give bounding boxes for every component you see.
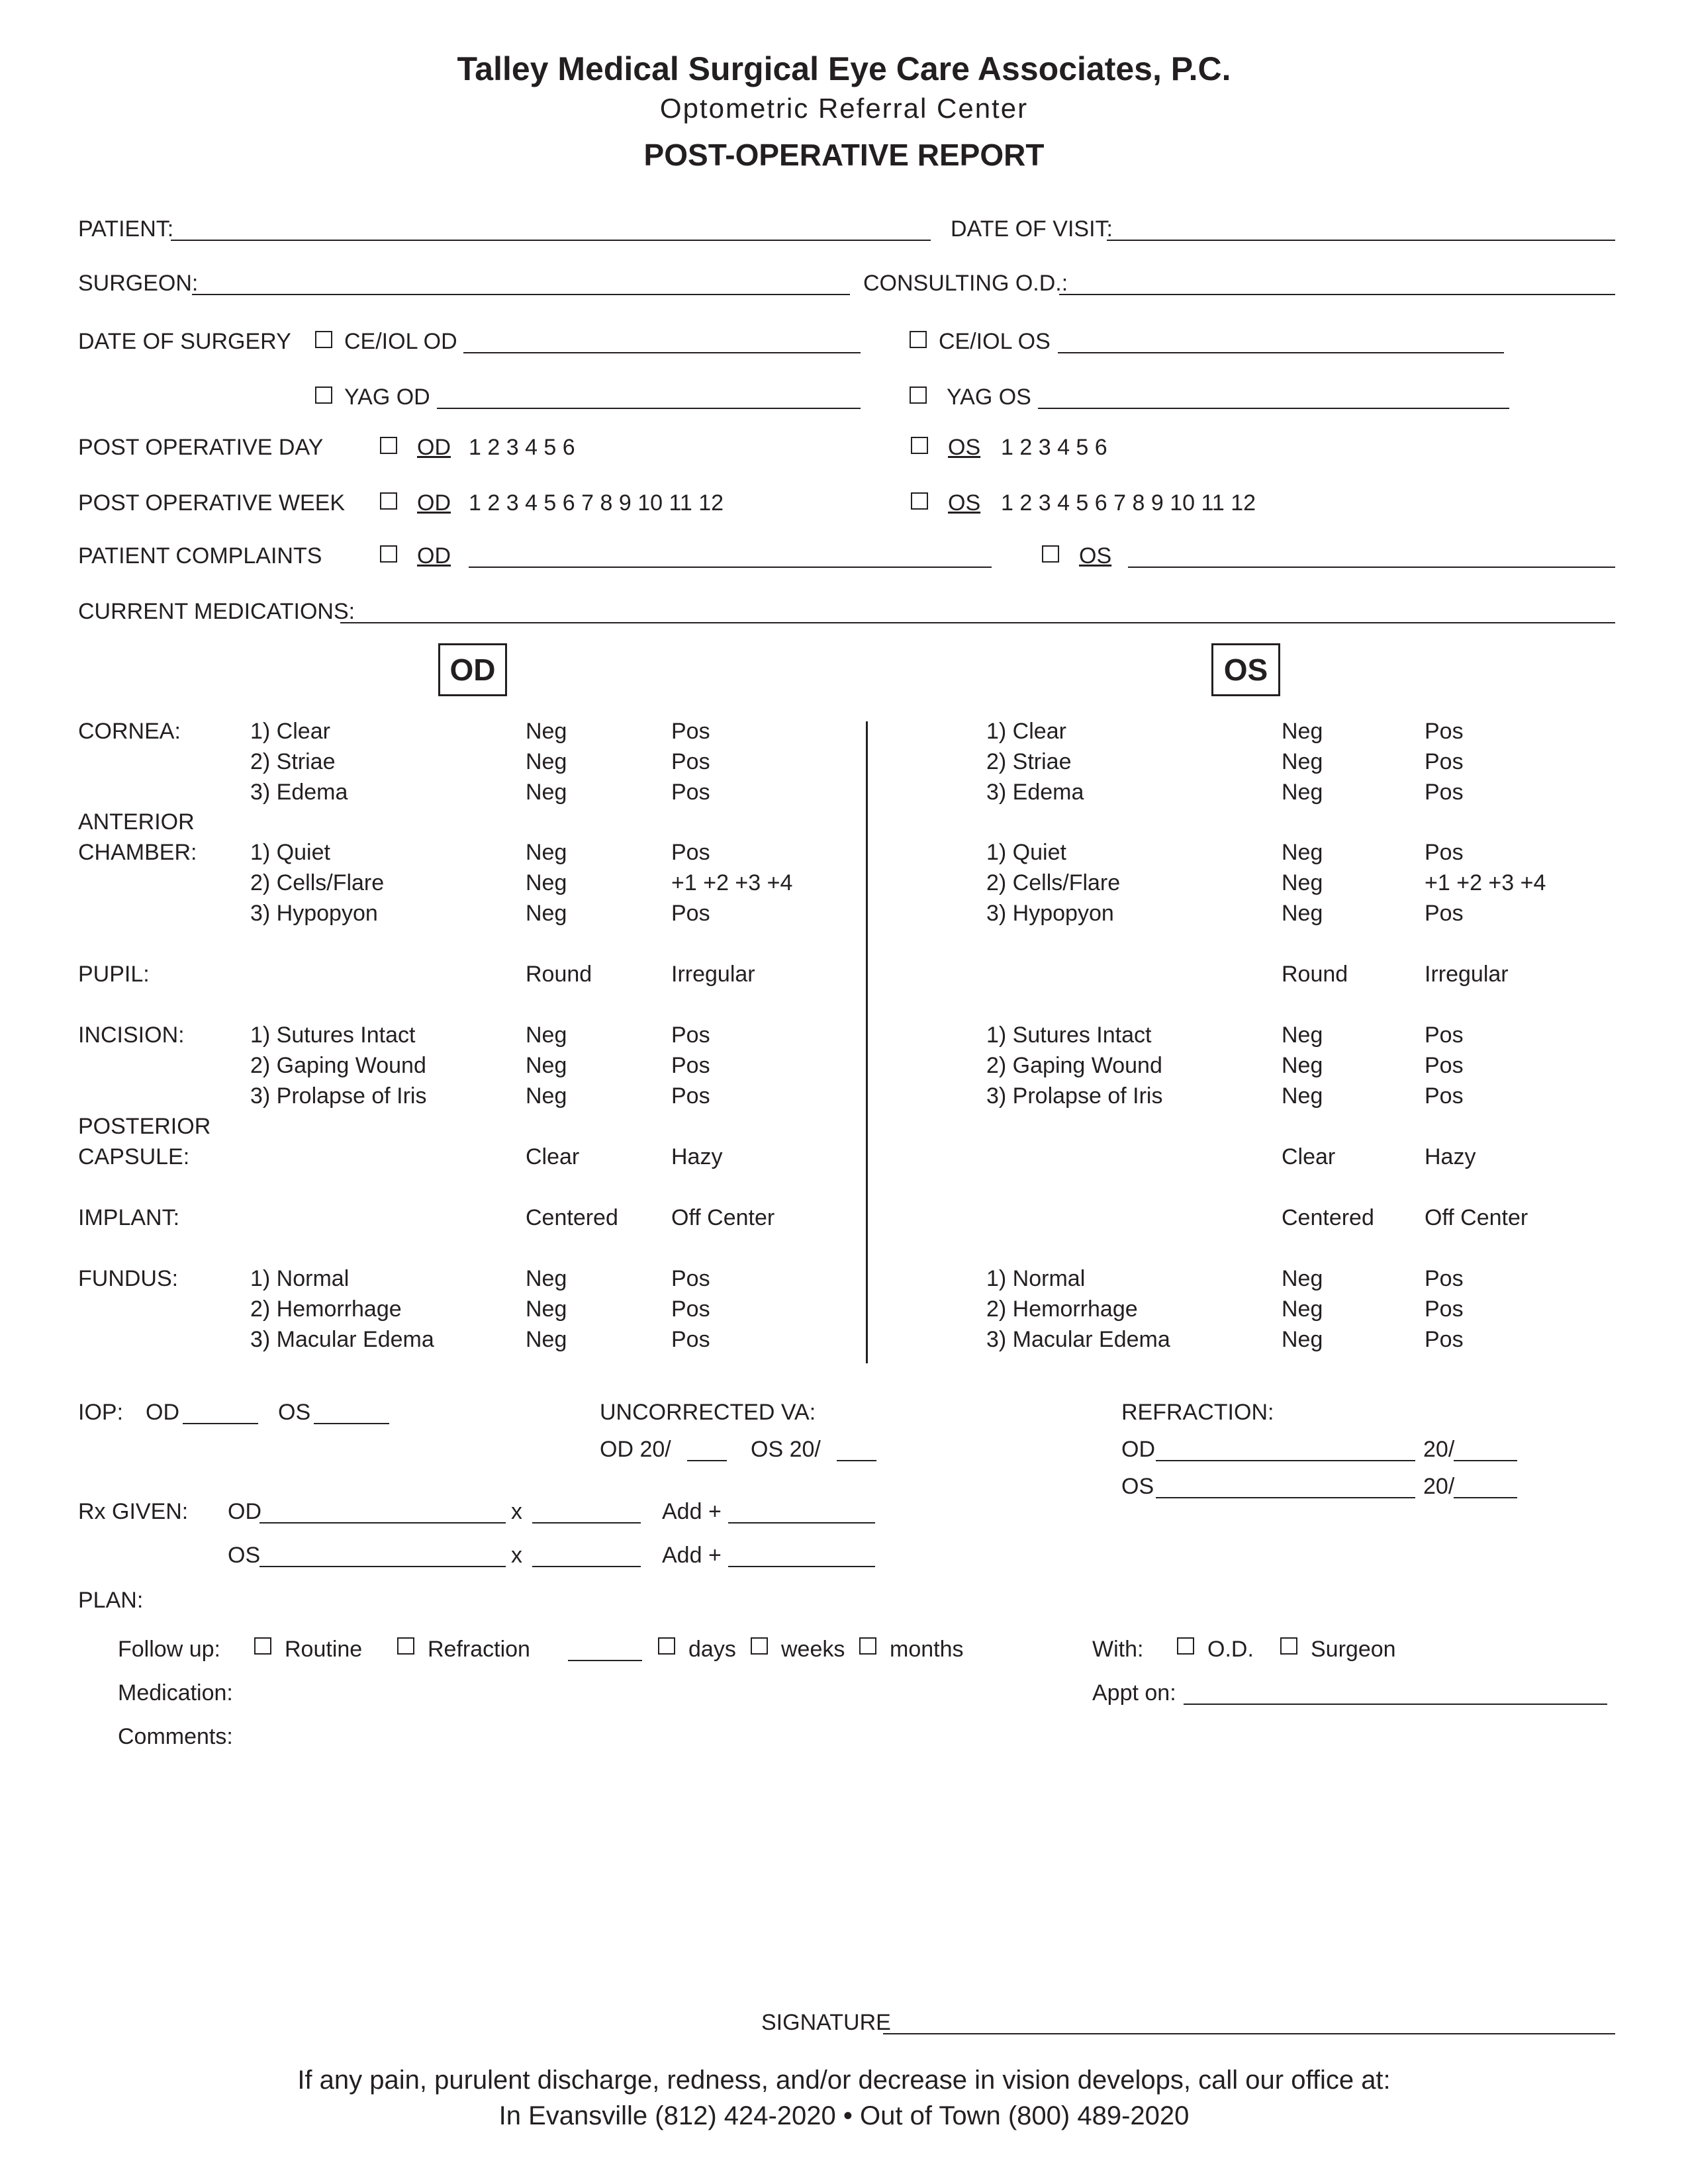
od-exam-option-a[interactable]: Neg [526,1327,567,1352]
comments-label: Comments: [118,1724,233,1749]
od-exam-option-b[interactable]: Pos [671,840,710,865]
post-op-day-od-label: OD [417,435,451,460]
iop-os-label: OS [278,1400,311,1425]
os-exam-option-a[interactable]: Neg [1282,901,1323,926]
patient-field[interactable] [171,240,931,241]
os-exam-item: 3) Hypopyon [986,901,1114,926]
od-exam-item: 3) Prolapse of Iris [250,1083,427,1109]
od-exam-option-a[interactable]: Neg [526,870,567,895]
days-checkbox[interactable] [658,1637,675,1655]
uncorrected-va-label: UNCORRECTED VA: [600,1400,816,1425]
yag-od-checkbox[interactable] [315,387,332,404]
post-op-day-os-label: OS [948,435,981,460]
anterior-label: ANTERIOR [78,809,195,835]
refraction-od-label: OD [1121,1437,1155,1462]
od-exam-option-b[interactable]: Pos [671,1083,710,1109]
os-exam-option-b[interactable]: Pos [1425,719,1464,744]
rx-od-x-label: x [511,1499,522,1524]
od-exam-option-b[interactable]: Off Center [671,1205,775,1230]
complaints-od-checkbox[interactable] [380,545,397,563]
od-exam-option-b[interactable]: Pos [671,780,710,805]
rx-os-add-label: Add + [662,1543,722,1568]
od-exam-option-b[interactable]: Pos [671,1266,710,1291]
refraction-checkbox[interactable] [397,1637,414,1655]
consulting-od-label: CONSULTING O.D.: [863,271,1068,296]
with-surgeon-checkbox[interactable] [1280,1637,1297,1655]
os-exam-option-a[interactable]: Neg [1282,749,1323,774]
od-exam-option-a[interactable]: Neg [526,719,567,744]
complaints-os-field[interactable] [1128,567,1615,568]
post-op-week-od-numbers[interactable]: 1 2 3 4 5 6 7 8 9 10 11 12 [469,490,724,516]
os-exam-option-a[interactable]: Neg [1282,1266,1323,1291]
ceiol-os-field[interactable] [1058,352,1504,353]
refraction-os-label: OS [1121,1474,1154,1499]
od-exam-option-a[interactable]: Neg [526,1297,567,1322]
os-exam-option-a[interactable]: Neg [1282,1053,1323,1078]
plan-label: PLAN: [78,1588,144,1613]
os-exam-option-b[interactable]: Pos [1425,901,1464,926]
od-exam-option-b[interactable]: Pos [671,749,710,774]
os-exam-item: 1) Normal [986,1266,1086,1291]
fundus-label: FUNDUS: [78,1266,179,1291]
os-exam-item: 3) Edema [986,780,1084,805]
follow-up-label: Follow up: [118,1637,220,1662]
os-exam-item: 1) Sutures Intact [986,1023,1152,1048]
os-exam-option-b[interactable]: Pos [1425,1023,1464,1048]
days-label: days [688,1637,736,1662]
od-exam-item: 1) Quiet [250,840,330,865]
yag-od-field[interactable] [437,408,861,409]
iop-od-label: OD [146,1400,179,1425]
implant-label: IMPLANT: [78,1205,180,1230]
od-exam-option-a[interactable]: Neg [526,840,567,865]
od-exam-option-b[interactable]: Pos [671,901,710,926]
rx-od-axis-field[interactable] [532,1522,641,1524]
rx-os-add-field[interactable] [728,1566,875,1567]
os-exam-option-b[interactable]: Pos [1425,1297,1464,1322]
refraction-label: REFRACTION: [1121,1400,1274,1425]
os-exam-option-b[interactable]: +1 +2 +3 +4 [1425,870,1546,895]
post-op-day-os-numbers[interactable]: 1 2 3 4 5 6 [1001,435,1107,460]
post-op-day-od-checkbox[interactable] [380,437,397,454]
iop-od-field[interactable] [183,1423,258,1424]
os-column-label: OS [1211,643,1280,696]
weeks-label: weeks [781,1637,845,1662]
va-od-field[interactable] [687,1460,727,1461]
os-exam-item: 1) Quiet [986,840,1066,865]
with-label: With: [1092,1637,1144,1662]
os-exam-option-b[interactable]: Pos [1425,1053,1464,1078]
os-exam-option-b[interactable]: Pos [1425,1327,1464,1352]
iop-label: IOP: [78,1400,124,1425]
date-of-visit-field[interactable] [1107,240,1615,241]
os-exam-option-a[interactable]: Neg [1282,1023,1323,1048]
rx-os-x-label: x [511,1543,522,1568]
od-column-label: OD [438,643,507,696]
os-exam-option-a[interactable]: Centered [1282,1205,1374,1230]
yag-os-label: YAG OS [947,385,1031,410]
column-divider [866,721,868,1363]
od-exam-item: 3) Macular Edema [250,1327,434,1352]
os-exam-item: 2) Cells/Flare [986,870,1121,895]
os-exam-option-b[interactable]: Pos [1425,1083,1464,1109]
os-exam-item: 2) Gaping Wound [986,1053,1162,1078]
post-op-day-od-numbers[interactable]: 1 2 3 4 5 6 [469,435,575,460]
signature-field[interactable] [883,2033,1615,2034]
ceiol-os-label: CE/IOL OS [939,329,1051,354]
os-exam-option-b[interactable]: Pos [1425,840,1464,865]
od-exam-option-a[interactable]: Neg [526,901,567,926]
os-exam-option-a[interactable]: Neg [1282,780,1323,805]
od-exam-option-b[interactable]: Pos [671,719,710,744]
od-exam-option-a[interactable]: Neg [526,749,567,774]
refraction-od-field[interactable] [1156,1460,1415,1461]
od-exam-option-a[interactable]: Neg [526,1053,567,1078]
od-exam-option-b[interactable]: Pos [671,1327,710,1352]
ceiol-od-label: CE/IOL OD [344,329,457,354]
od-exam-item: 3) Hypopyon [250,901,378,926]
post-op-week-label: POST OPERATIVE WEEK [78,490,346,516]
complaints-od-label: OD [417,543,451,569]
od-exam-option-b[interactable]: Pos [671,1053,710,1078]
od-exam-option-a[interactable]: Neg [526,1266,567,1291]
yag-os-field[interactable] [1038,408,1509,409]
od-exam-item: 2) Striae [250,749,336,774]
os-exam-option-a[interactable]: Round [1282,962,1348,987]
post-op-week-os-numbers[interactable]: 1 2 3 4 5 6 7 8 9 10 11 12 [1001,490,1256,516]
months-checkbox[interactable] [859,1637,876,1655]
with-od-label: O.D. [1207,1637,1254,1662]
os-exam-item: 1) Clear [986,719,1066,744]
od-exam-option-a[interactable]: Clear [526,1144,580,1169]
routine-label: Routine [285,1637,363,1662]
signature-label: SIGNATURE [761,2010,891,2035]
os-exam-option-a[interactable]: Neg [1282,1297,1323,1322]
os-exam-option-b[interactable]: Pos [1425,749,1464,774]
od-exam-option-b[interactable]: Pos [671,1297,710,1322]
os-exam-option-a[interactable]: Neg [1282,840,1323,865]
va-od-label: OD 20/ [600,1437,671,1462]
os-exam-item: 2) Hemorrhage [986,1297,1138,1322]
months-label: months [890,1637,964,1662]
routine-checkbox[interactable] [254,1637,271,1655]
od-exam-option-a[interactable]: Round [526,962,592,987]
od-exam-item: 2) Cells/Flare [250,870,385,895]
surgeon-label: SURGEON: [78,271,199,296]
surgeon-field[interactable] [192,294,850,295]
pupil-label: PUPIL: [78,962,150,987]
od-exam-option-a[interactable]: Neg [526,1023,567,1048]
post-op-week-od-checkbox[interactable] [380,492,397,510]
od-exam-item: 1) Clear [250,719,330,744]
refraction-os-va-field[interactable] [1454,1497,1517,1498]
ceiol-od-field[interactable] [463,352,861,353]
rx-os-field[interactable] [259,1566,506,1567]
medication-label: Medication: [118,1680,233,1706]
appt-on-label: Appt on: [1092,1680,1176,1706]
rx-os-axis-field[interactable] [532,1566,641,1567]
od-exam-item: 1) Normal [250,1266,350,1291]
refraction-od-va-field[interactable] [1454,1460,1517,1461]
va-os-field[interactable] [837,1460,876,1461]
refraction-os-field[interactable] [1156,1497,1415,1498]
os-exam-option-b[interactable]: Hazy [1425,1144,1476,1169]
od-exam-option-a[interactable]: Centered [526,1205,618,1230]
post-op-day-label: POST OPERATIVE DAY [78,435,324,460]
refraction-os-2020: 20/ [1423,1474,1455,1499]
od-exam-item: 1) Sutures Intact [250,1023,416,1048]
os-exam-item: 2) Striae [986,749,1072,774]
consulting-od-field[interactable] [1059,294,1615,295]
with-od-checkbox[interactable] [1177,1637,1194,1655]
rx-od-add-label: Add + [662,1499,722,1524]
post-op-week-os-label: OS [948,490,981,516]
center-name: Optometric Referral Center [659,93,1029,124]
posterior-label: POSTERIOR [78,1114,211,1139]
os-exam-option-b[interactable]: Off Center [1425,1205,1528,1230]
os-exam-option-b[interactable]: Pos [1425,780,1464,805]
rx-given-label: Rx GIVEN: [78,1499,189,1524]
complaints-os-checkbox[interactable] [1042,545,1059,563]
with-surgeon-label: Surgeon [1311,1637,1396,1662]
od-exam-option-a[interactable]: Neg [526,780,567,805]
complaints-os-label: OS [1079,543,1112,569]
os-exam-option-b[interactable]: Pos [1425,1266,1464,1291]
post-op-week-os-checkbox[interactable] [911,492,928,510]
date-of-surgery-label: DATE OF SURGERY [78,329,291,354]
footer-warning: If any pain, purulent discharge, redness, and/or decrease in vision develops, call our office at: [297,2066,1391,2095]
cornea-label: CORNEA: [78,719,181,744]
os-exam-item: 3) Prolapse of Iris [986,1083,1163,1109]
patient-label: PATIENT: [78,216,174,242]
os-exam-option-a[interactable]: Neg [1282,870,1323,895]
od-exam-option-b[interactable]: +1 +2 +3 +4 [671,870,793,895]
od-exam-item: 2) Hemorrhage [250,1297,402,1322]
incision-label: INCISION: [78,1023,185,1048]
capsule-label: CAPSULE: [78,1144,190,1169]
post-op-day-os-checkbox[interactable] [911,437,928,454]
rx-od-field[interactable] [259,1522,506,1524]
follow-up-count-field[interactable] [568,1660,642,1661]
os-exam-option-a[interactable]: Neg [1282,1327,1323,1352]
ceiol-od-checkbox[interactable] [315,331,332,348]
va-os-label: OS 20/ [751,1437,821,1462]
os-exam-option-b[interactable]: Irregular [1425,962,1509,987]
organization-name: Talley Medical Surgical Eye Care Associates, P.C. [457,50,1231,87]
os-exam-option-a[interactable]: Neg [1282,1083,1323,1109]
chamber-label: CHAMBER: [78,840,197,865]
footer-phones: In Evansville (812) 424-2020 • Out of Town (800) 489-2020 [498,2101,1190,2130]
od-exam-option-b[interactable]: Irregular [671,962,755,987]
yag-os-checkbox[interactable] [910,387,927,404]
od-exam-option-b[interactable]: Hazy [671,1144,723,1169]
weeks-checkbox[interactable] [751,1637,768,1655]
os-exam-option-a[interactable]: Neg [1282,719,1323,744]
os-exam-option-a[interactable]: Clear [1282,1144,1336,1169]
rx-od-label: OD [228,1499,261,1524]
refraction-od-2020: 20/ [1423,1437,1455,1462]
appt-on-field[interactable] [1184,1704,1607,1705]
od-exam-item: 3) Edema [250,780,348,805]
page-title: POST-OPERATIVE REPORT [643,138,1045,172]
ceiol-os-checkbox[interactable] [910,331,927,348]
complaints-od-field[interactable] [469,567,992,568]
current-medications-label: CURRENT MEDICATIONS: [78,599,355,624]
od-exam-option-b[interactable]: Pos [671,1023,710,1048]
od-exam-option-a[interactable]: Neg [526,1083,567,1109]
patient-complaints-label: PATIENT COMPLAINTS [78,543,322,569]
rx-os-label: OS [228,1543,261,1568]
od-exam-item: 2) Gaping Wound [250,1053,426,1078]
os-exam-item: 3) Macular Edema [986,1327,1170,1352]
date-of-visit-label: DATE OF VISIT: [951,216,1113,242]
post-op-week-od-label: OD [417,490,451,516]
yag-od-label: YAG OD [344,385,430,410]
rx-od-add-field[interactable] [728,1522,875,1524]
iop-os-field[interactable] [314,1423,389,1424]
current-medications-field[interactable] [340,622,1615,623]
refraction-plan-label: Refraction [428,1637,530,1662]
